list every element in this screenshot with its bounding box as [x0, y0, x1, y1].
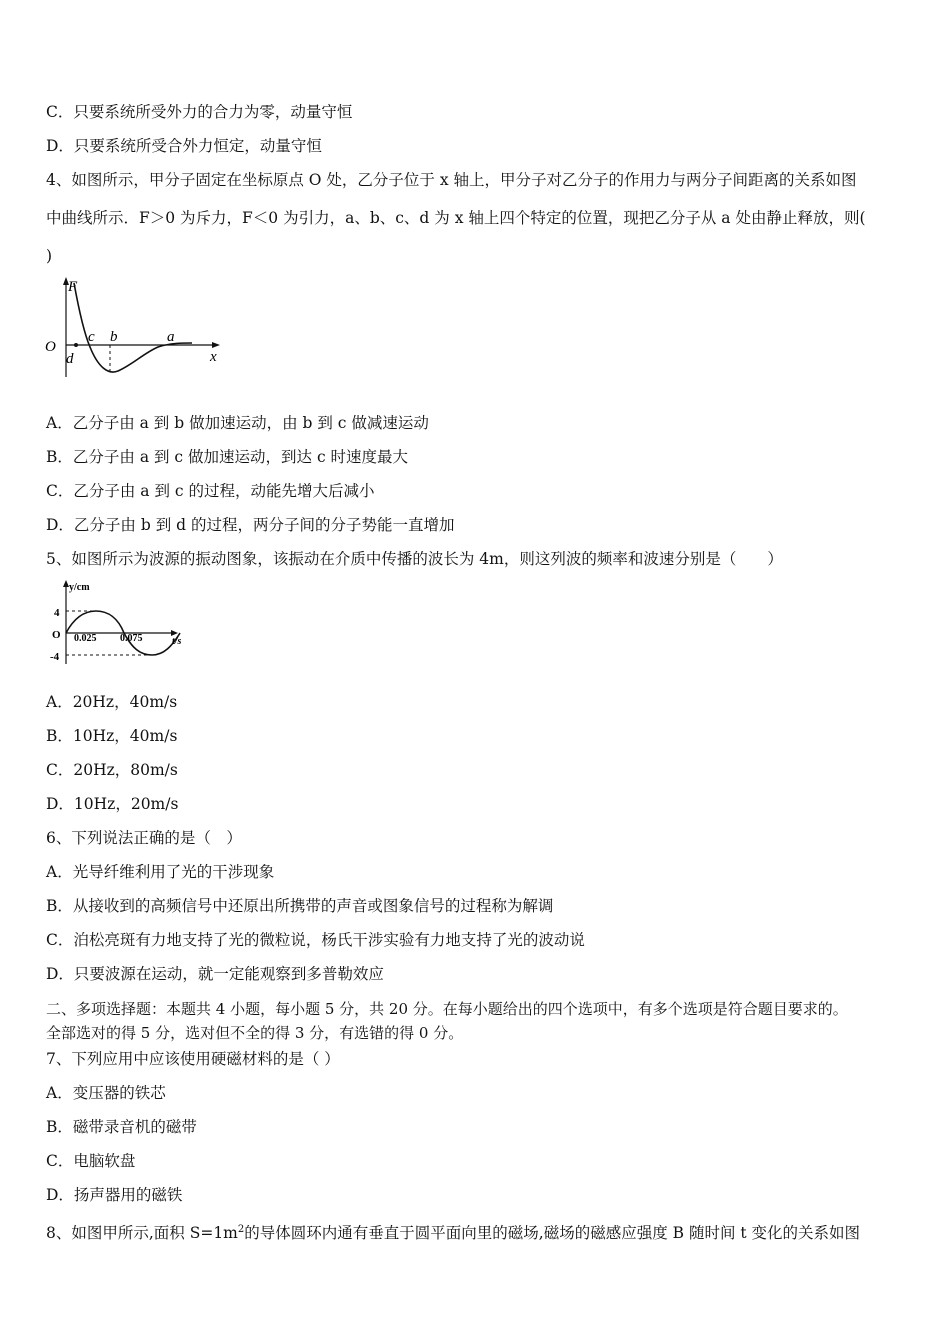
question-5-stem: 5、如图所示为波源的振动图象，该振动在介质中传播的波长为 4m，则这列波的频率和波速分别是（ ） [46, 550, 783, 568]
q8-superscript: 2 [237, 1224, 245, 1235]
question-8-stem [46, 1219, 860, 1244]
question-4-stem-3: ) [46, 247, 53, 265]
q7-option-c: C．电脑软盘 [46, 1152, 136, 1170]
question-4-stem-2: 中曲线所示．F＞0 为斥力，F＜0 为引力，a、b、c、d 为 x 轴上四个特定的位置，现把乙分子从 a 处由静止释放，则( [46, 209, 866, 227]
q6-option-a: A．光导纤维利用了光的干涉现象 [46, 863, 275, 881]
q8-text-pre: 8、如图甲所示,面积 S=1m [46, 1224, 238, 1243]
tick-0.075: 0.075 [120, 633, 143, 644]
vibration-graph [44, 578, 194, 668]
label-O: O [45, 339, 56, 355]
origin-dot [74, 343, 78, 347]
section-2-heading-2: 全部选对的得 5 分，选对但不全的得 3 分，有选错的得 0 分。 [46, 1024, 464, 1042]
q4-option-d: D．乙分子由 b 到 d 的过程，两分子间的分子势能一直增加 [46, 516, 455, 534]
question-4-stem-1: 4、如图所示，甲分子固定在坐标原点 O 处，乙分子位于 x 轴上，甲分子对乙分子的作用力与两分子间距离的关系如图 [46, 171, 857, 189]
q4-option-c: C．乙分子由 a 到 c 的过程，动能先增大后减小 [46, 482, 375, 500]
q7-option-d: D．扬声器用的磁铁 [46, 1186, 183, 1204]
q8-text-post: 的导体圆环内通有垂直于圆平面向里的磁场,磁场的磁感应强度 B 随时间 t 变化的关系如图 [244, 1224, 861, 1243]
tick-4: 4 [54, 607, 60, 619]
force-distance-graph [40, 275, 230, 385]
label-F: F [68, 279, 78, 295]
label-d: d [66, 351, 74, 367]
q4-option-a: A．乙分子由 a 到 b 做加速运动，由 b 到 c 做减速运动 [46, 414, 429, 432]
q6-option-b: B．从接收到的高频信号中还原出所携带的声音或图象信号的过程称为解调 [46, 897, 554, 915]
q6-option-c: C．泊松亮斑有力地支持了光的微粒说，杨氏干涉实验有力地支持了光的波动说 [46, 931, 585, 949]
tick-0.025: 0.025 [74, 633, 97, 644]
y-label: y/cm [69, 582, 90, 593]
t-label: t/s [172, 636, 182, 647]
line-c-option: C．只要系统所受外力的合力为零，动量守恒 [46, 103, 353, 121]
q5-option-c: C．20Hz，80m/s [46, 761, 178, 779]
label-O: O [52, 629, 61, 641]
q5-option-a: A．20Hz，40m/s [46, 693, 178, 711]
tick-neg4: -4 [50, 651, 60, 663]
x-axis-arrow [212, 342, 220, 348]
question-7-stem: 7、下列应用中应该使用硬磁材料的是（ ） [46, 1050, 340, 1068]
q4-option-b: B．乙分子由 a 到 c 做加速运动，到达 c 时速度最大 [46, 448, 409, 466]
label-b: b [110, 329, 118, 345]
label-c: c [88, 329, 95, 345]
q6-option-d: D．只要波源在运动，就一定能观察到多普勒效应 [46, 965, 384, 983]
q7-option-a: A．变压器的铁芯 [46, 1084, 166, 1102]
q7-option-b: B．磁带录音机的磁带 [46, 1118, 197, 1136]
label-a: a [167, 329, 175, 345]
label-x: x [210, 349, 217, 365]
line-d-option: D．只要系统所受合外力恒定，动量守恒 [46, 137, 322, 155]
section-2-heading-1: 二、多项选择题：本题共 4 小题，每小题 5 分，共 20 分。在每小题给出的四个选项中，有多个选项是符合题目要求的。 [46, 1000, 848, 1018]
q5-option-d: D．10Hz，20m/s [46, 795, 179, 813]
question-6-stem: 6、下列说法正确的是（ ） [46, 829, 242, 847]
q5-option-b: B．10Hz，40m/s [46, 727, 178, 745]
force-curve [74, 283, 192, 372]
